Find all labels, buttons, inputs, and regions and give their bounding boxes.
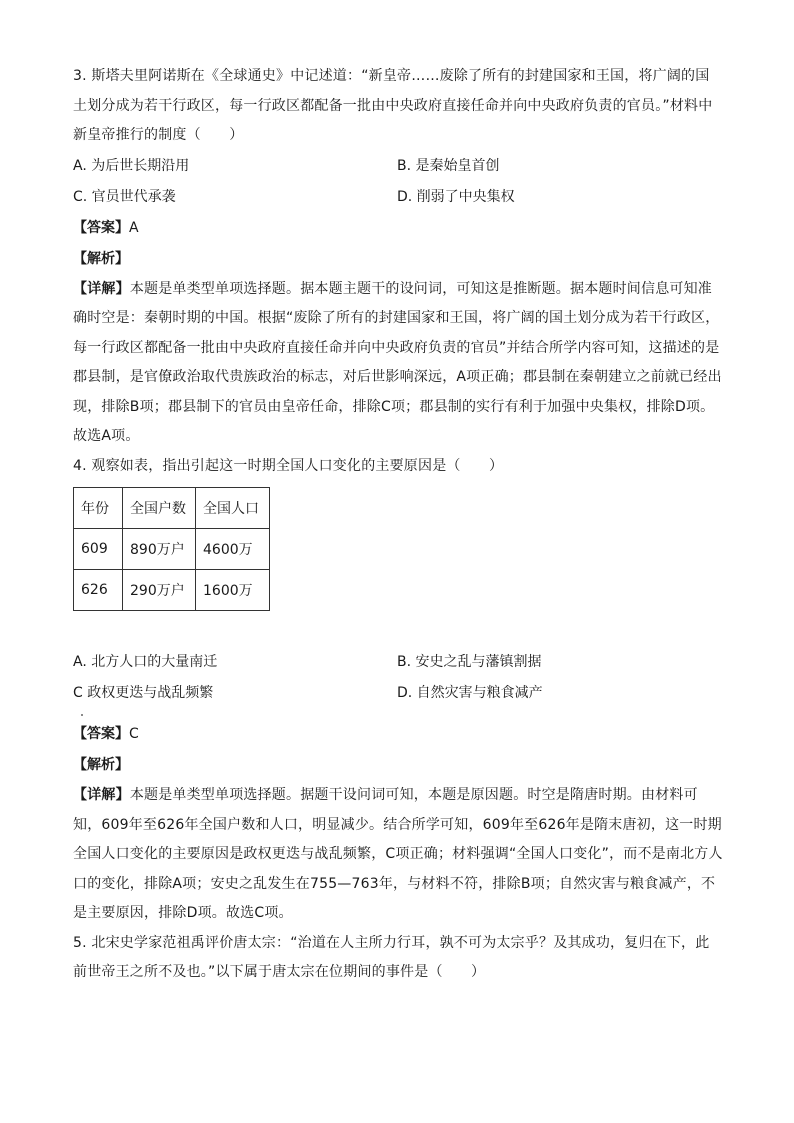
question-4-options-row-1 — [73, 647, 723, 678]
table-header-cell: 全国人口 — [196, 488, 270, 529]
table-row — [74, 570, 270, 611]
question-3-option-c: C. 官员世代承袭 — [73, 188, 176, 205]
question-4-stem: 4. 观察如表，指出引起这一时期全国人口变化的主要原因是（ ） — [73, 457, 504, 474]
table-header-row — [74, 488, 270, 529]
answer-label: 【答案】 — [73, 726, 129, 742]
table-cell: 626 — [74, 570, 123, 611]
question-3-option-b: B. 是秦始皇首创 — [397, 157, 500, 174]
answer-value: A — [129, 219, 139, 236]
question-3-options-row-2 — [73, 182, 723, 213]
question-3-option-a: A. 为后世长期沿用 — [73, 157, 190, 174]
table-cell: 4600万 — [196, 529, 270, 570]
question-4-option-c: C 政权更迭与战乱频繁 — [73, 685, 214, 701]
question-4-option-d: D. 自然灾害与粮食减产 — [397, 685, 543, 701]
question-4-detail — [73, 781, 723, 929]
table-cell: 1600万 — [196, 570, 270, 611]
document-page — [73, 62, 723, 988]
question-3-stem: 3. 斯塔夫里阿诺斯在《全球通史》中记述道：“新皇帝……废除了所有的封建国家和王国，将广阔的国土划分成为若干行政区，每一行政区都配备一批由中央政府直接任命并向中央政府负责的官员。”材料中新皇帝推行的制度（ ） — [73, 68, 713, 143]
detail-label: 【详解】 — [73, 787, 130, 803]
population-table — [73, 487, 270, 611]
question-4-option-b: B. 安史之乱与藩镇割据 — [397, 654, 542, 670]
question-3-analysis-label — [73, 244, 723, 275]
detail-text: 本题是单类型单项选择题。据本题主题干的设问词，可知这是推断题。据本题时间信息可知准确时空是：秦朝时期的中国。根据“废除了所有的封建国家和王国，将广阔的国土划分成为若干行政区，每一行政区都配备一批由中央政府直接任命并向中央政府负责的官员”并结合所学内容可知，这描述的是郡县制，是官僚政治取代贵族政治的标志，对后世影响深远，A项正确；郡县制在秦朝建立之前就已经出现，排除B项；郡县制下的官员由皇帝任命，排除C项；郡县制的实行有利于加强中央集权，排除D项。故选A项。 — [73, 280, 722, 444]
table-row — [74, 529, 270, 570]
detail-text: 本题是单类型单项选择题。据题干设问词可知，本题是原因题。时空是隋唐时期。由材料可知，609年至626年全国户数和人口，明显减少。结合所学可知，609年至626年是隋末唐初，这一时期全国人口变化的主要原因是政权更迭与战乱频繁，C项正确；材料强调“全国人口变化”，而不是南北方人口的变化，排除A项；安史之乱发生在755—763年，与材料不符，排除B项；自然灾害与粮食减产，不是主要原因，排除D项。故选C项。 — [73, 787, 723, 921]
table-header-cell: 全国户数 — [123, 488, 196, 529]
question-3-option-d: D. 削弱了中央集权 — [397, 188, 515, 205]
table-header-cell: 年份 — [74, 488, 123, 529]
table-cell: 609 — [74, 529, 123, 570]
question-4-answer — [73, 719, 723, 750]
analysis-label: 【解析】 — [73, 757, 129, 773]
answer-label: 【答案】 — [73, 219, 129, 236]
analysis-label: 【解析】 — [73, 250, 129, 267]
question-4-analysis-label — [73, 750, 723, 781]
table-cell: 890万户 — [123, 529, 196, 570]
table-cell: 290万户 — [123, 570, 196, 611]
question-3-detail — [73, 275, 723, 452]
detail-label: 【详解】 — [73, 280, 130, 297]
question-3-options-row-1 — [73, 151, 723, 182]
stray-mark-dot — [81, 714, 83, 716]
answer-value: C — [129, 726, 139, 742]
question-3-answer — [73, 213, 723, 244]
question-5-stem: 5. 北宋史学家范祖禹评价唐太宗：“治道在人主所力行耳，孰不可为太宗乎？及其成功，复归在下，此前世帝王之所不及也。”以下属于唐太宗在位期间的事件是（ ） — [73, 934, 710, 980]
question-4-option-a: A. 北方人口的大量南迁 — [73, 654, 218, 670]
question-4-options-row-2 — [73, 678, 723, 709]
